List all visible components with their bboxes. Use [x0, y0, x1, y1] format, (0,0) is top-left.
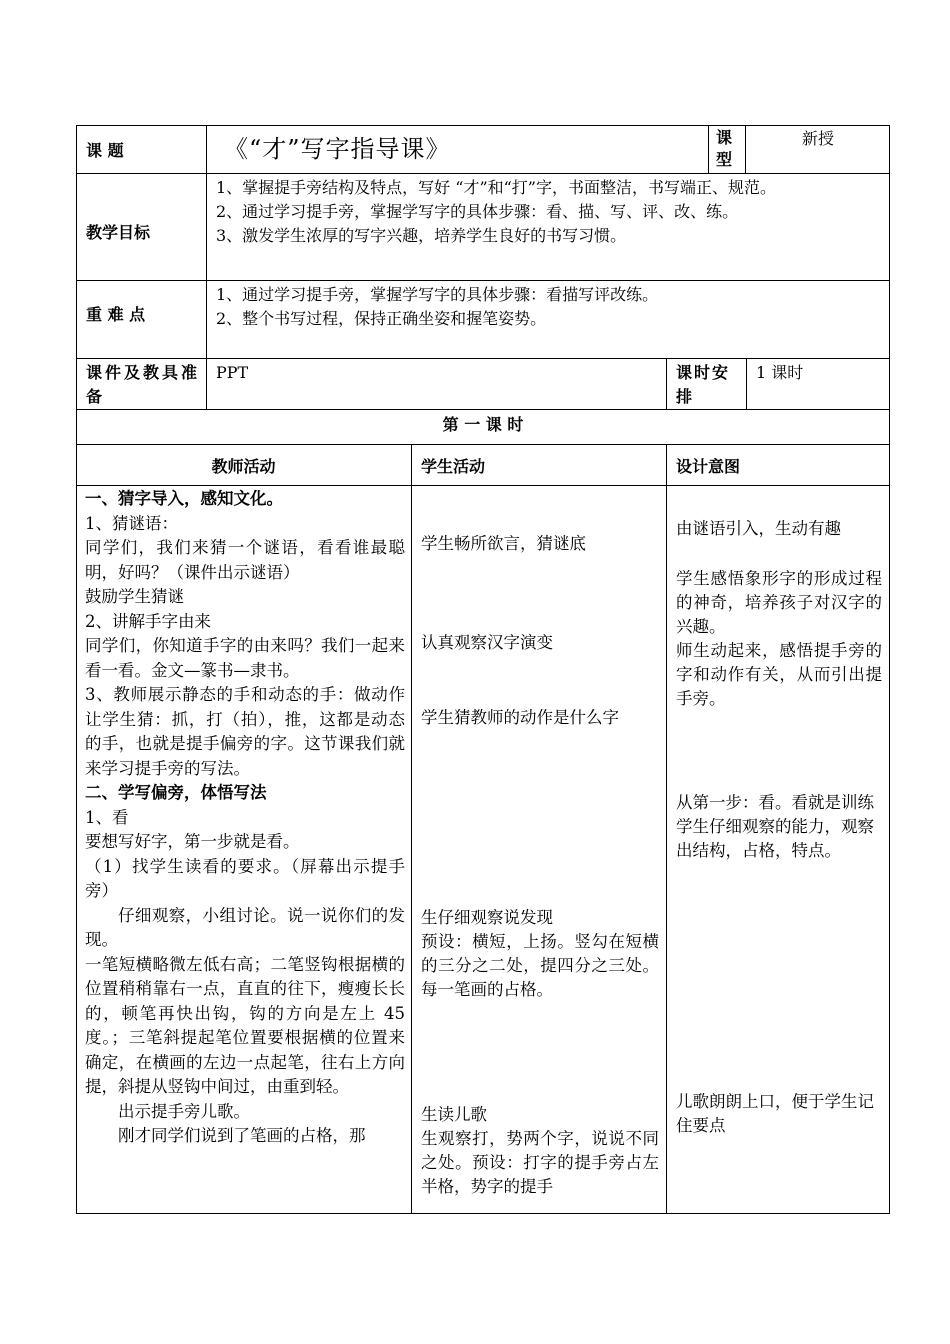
student-activity-1: 学生畅所欲言，猜谜底: [421, 534, 586, 553]
row-divider: [76, 358, 890, 359]
col-divider: [411, 444, 412, 1214]
row-divider: [76, 485, 890, 486]
design-paragraph: 学生感悟象形字的形成过程的神奇，培养孩子对汉字的兴趣。: [676, 569, 882, 636]
key-points-label: 重 难 点: [86, 305, 146, 324]
teacher-paragraph: （1）找学生读看的要求。（屏幕出示提手旁）: [85, 856, 405, 900]
goal-item: 1、掌握提手旁结构及特点，写好 “才”和“打”字，书面整洁，书写端正、规范。: [216, 178, 776, 197]
column-header-teacher: 教师活动: [211, 457, 276, 476]
goals-list: [216, 176, 884, 248]
key-point-item: 1、通过学习提手旁，掌握学写字的具体步骤：看描写评改练。: [216, 285, 659, 304]
col-divider: [746, 358, 747, 410]
student-activity-3: 学生猜教师的动作是什么字: [421, 708, 619, 727]
teacher-paragraph: 刚才同学们说到了笔画的占格，那: [118, 1126, 366, 1145]
table-border-top: [76, 125, 890, 126]
table-border-right: [889, 125, 890, 1214]
table-border-left: [76, 125, 77, 1214]
materials-label: 课件及教具准备: [86, 363, 201, 406]
teacher-paragraph: 一笔短横略微左低右高；二笔竖钩根据横的位置稍稍靠右一点，直直的往下，瘦瘦长长的，顿笔再快出钩，钩的方向是左上 45 度。；三笔斜提起笔位置要根据横的位置来确定，在横画的左边一点起笔，往右上方向提，斜提从竖钩中间过，由重到轻。: [85, 954, 405, 1096]
col-divider: [708, 125, 709, 174]
teacher-paragraph: 同学们，你知道手字的由来吗？我们一起来看一看。金文—篆书—隶书。: [85, 636, 405, 680]
student-activity-5: [421, 1103, 659, 1199]
lesson-type-label: 课型: [716, 128, 733, 169]
goal-item: 2、通过学习提手旁，掌握学写字的具体步骤：看、描、写、评、改、练。: [216, 202, 739, 221]
teacher-paragraph: 1、猜谜语：: [85, 513, 178, 533]
section-title: 第 一 课 时: [442, 415, 524, 434]
topic-label: 课 题: [86, 141, 124, 160]
teacher-paragraph: 同学们，我们来猜一个谜语，看看谁最聪明，好吗？（课件出示谜语）: [85, 538, 405, 582]
teacher-paragraph: 要想写好字，第一步就是看。: [85, 832, 300, 851]
student-activity-4: [421, 906, 659, 1002]
design-paragraph: 师生动起来，感悟提手旁的字和动作有关，从而引出提手旁。: [676, 641, 882, 708]
row-divider: [76, 409, 890, 410]
schedule-value: 1 课时: [756, 363, 804, 382]
schedule-label: 课时安排: [676, 363, 731, 406]
lesson-plan-table: [76, 125, 890, 1214]
section-heading: 一、猜字导入，感知文化。: [85, 489, 283, 508]
row-divider: [76, 280, 890, 281]
design-intent-3: 从第一步：看。看就是训练学生仔细观察的能力，观察出结构，占格，特点。: [676, 793, 874, 860]
col-divider: [666, 358, 667, 410]
student-paragraph: 生观察打，势两个字，说说不同之处。预设：打字的提手旁占左半格，势字的提手: [421, 1129, 659, 1196]
key-point-item: 2、整个书写过程，保持正确坐姿和握笔姿势。: [216, 309, 547, 328]
student-paragraph: 预设：横短，上扬。竖勾在短横的三分之二处，提四分之三处。每一笔画的占格。: [421, 932, 659, 999]
row-divider: [76, 173, 890, 174]
col-divider: [745, 125, 746, 174]
teacher-paragraph: 仔细观察，小组讨论。说一说你们的发现。: [85, 905, 405, 949]
goals-label: 教学目标: [86, 223, 151, 242]
topic-value: 《“才”写字指导课》: [224, 135, 451, 163]
design-intent-1: 由谜语引入，生动有趣: [676, 519, 841, 538]
student-paragraph: 生读儿歌: [421, 1105, 487, 1124]
teacher-activity: [85, 487, 405, 1149]
teacher-paragraph: 出示提手旁儿歌。: [118, 1101, 250, 1121]
lesson-type-value: 新授: [801, 129, 834, 148]
key-points-list: [216, 283, 884, 331]
col-divider: [206, 125, 207, 410]
teacher-paragraph: 3、教师展示静态的手和动态的手：做动作让学生猜：抓，打（拍），推，这都是动态的手，也就是提手偏旁的字。这节课我们就来学习提手旁的写法。: [85, 685, 405, 778]
materials-value: PPT: [216, 363, 249, 382]
column-header-student: 学生活动: [421, 457, 486, 476]
column-header-design: 设计意图: [676, 457, 741, 476]
design-intent-2: [676, 567, 882, 711]
design-intent-4: 儿歌朗朗上口，便于学生记住要点: [676, 1092, 874, 1135]
col-divider: [666, 444, 667, 1214]
student-activity-2: 认真观察汉字演变: [421, 633, 553, 652]
goal-item: 3、激发学生浓厚的写字兴趣，培养学生良好的书写习惯。: [216, 226, 627, 245]
row-divider: [76, 444, 890, 445]
table-border-bottom: [76, 1213, 890, 1214]
student-paragraph: 生仔细观察说发现: [421, 908, 553, 927]
teacher-paragraph: 2、讲解手字由来: [85, 611, 211, 631]
teacher-paragraph: 鼓励学生猜谜: [85, 587, 184, 606]
teacher-paragraph: 1、看: [85, 807, 129, 827]
section-heading: 二、学写偏旁，体悟写法: [85, 783, 267, 802]
